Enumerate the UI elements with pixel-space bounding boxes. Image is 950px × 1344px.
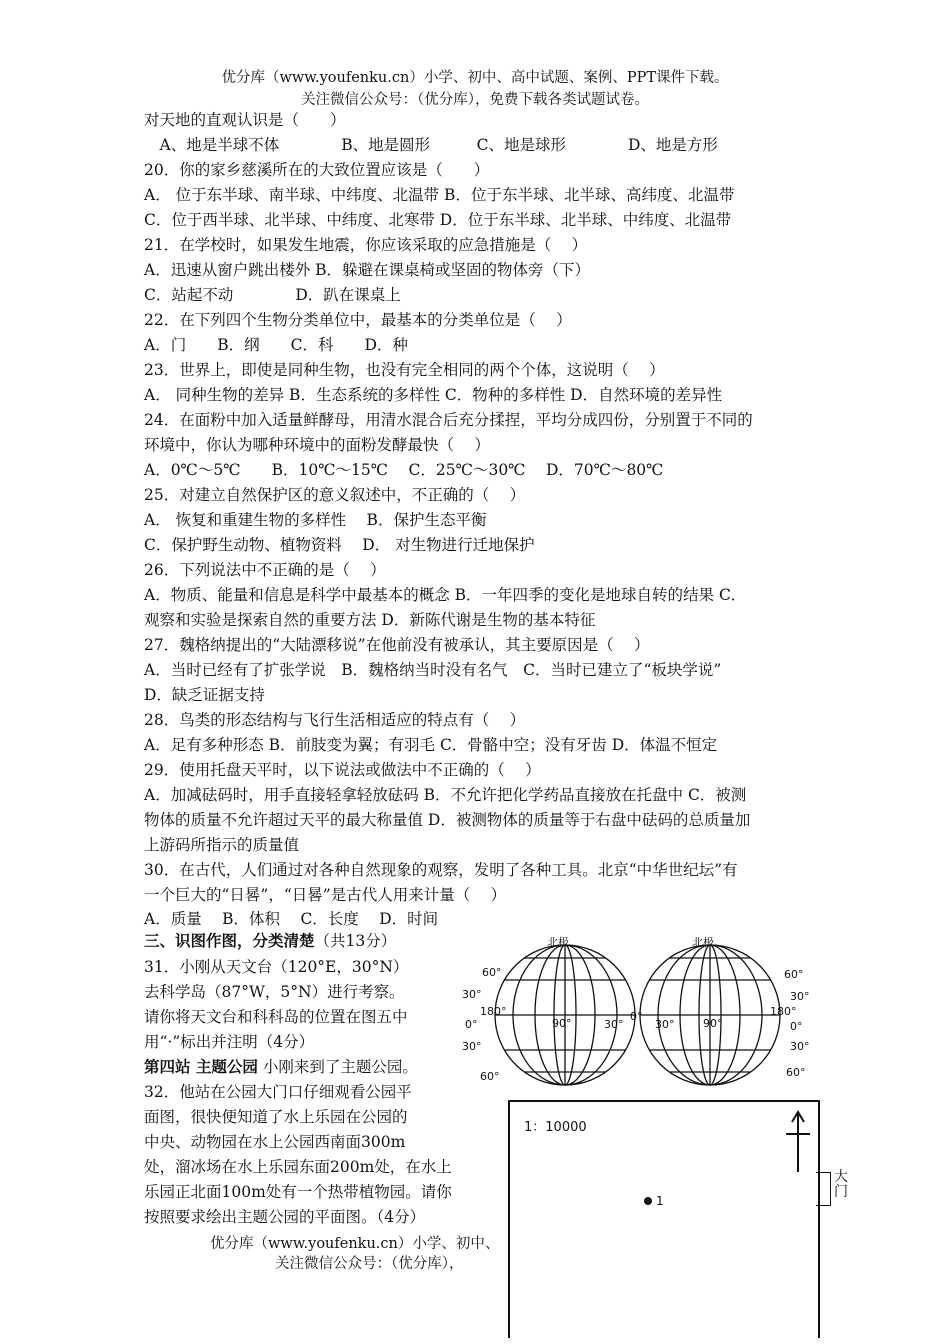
question-line: 23．世界上，即使是同种生物，也没有完全相同的两个个体，这说明（ ）: [144, 361, 665, 379]
question-line: A．0℃～5℃ B．10℃～15℃ C．25℃～30℃ D．70℃～80℃: [144, 461, 664, 479]
q31-line-2: 去科学岛（87°W，5°N）进行考察。: [144, 983, 405, 1001]
north-arrow-icon: [784, 1108, 812, 1174]
question-line: 24．在面粉中加入适量鲜酵母，用清水混合后充分揉捏，平均分成四份，分别置于不同的: [144, 411, 753, 429]
question-line: 26．下列说法中不正确的是（ ）: [144, 561, 386, 579]
question-line: A．门 B．纲 C．科 D．种: [144, 336, 408, 354]
question-line: A． 位于东半球、南半球、中纬度、北温带 B．位于东半球、北半球、高纬度、北温带: [144, 186, 735, 204]
q31-line-3: 请你将天文台和科科岛的位置在图五中: [144, 1008, 408, 1026]
question-line: D．缺乏证据支持: [144, 686, 265, 704]
q32-line-4: 处，溜冰场在水上乐园东面200m处，在水上: [144, 1158, 452, 1176]
q32-line-1: 32．他站在公园大门口仔细观看公园平: [144, 1083, 412, 1101]
question-line: 30．在古代，人们通过对各种自然现象的观察，发明了各种工具。北京“中华世纪坛”有: [144, 861, 738, 879]
park-gate-label: 大门: [834, 1169, 848, 1200]
lon30-label-left: 30°: [604, 1018, 624, 1031]
water-park-dot: [644, 1197, 652, 1205]
question-line: 一个巨大的“日晷”，“日晷”是古代人用来计量（ ）: [144, 886, 507, 904]
lon0-label-left: 0°: [465, 1018, 478, 1031]
question-line: 观察和实验是探索自然的重要方法 D．新陈代谢是生物的基本特征: [144, 611, 596, 629]
station-4-line: [144, 1055, 418, 1077]
q32-line-2: 面图，很快便知道了水上乐园在公园的: [144, 1108, 408, 1126]
north-pole-label-right: 北极: [692, 936, 714, 949]
question-line: 28．鸟类的形态结构与飞行生活相适应的特点有（ ）: [144, 711, 526, 729]
question-line: 27．魏格纳提出的“大陆漂移说”在他前没有被承认，其主要原因是（ ）: [144, 636, 650, 654]
q31-line-1: 31．小刚从天文台（120°E，30°N）: [144, 958, 409, 976]
question-line: C．位于西半球、北半球、中纬度、北寒带 D．位于东半球、北半球、中纬度、北温带: [144, 211, 732, 229]
lon0-label-right: 0°: [790, 1020, 803, 1033]
lat60-label-nw: 60°: [482, 966, 502, 979]
lat30-label-se: 30°: [790, 1040, 810, 1053]
question-line: 上游码所指示的质量值: [144, 836, 300, 854]
q32-line-5: 乐园正北面100m处有一个热带植物园。请你: [144, 1183, 452, 1201]
lon0-label-center: 0°: [630, 1010, 643, 1023]
section-3-heading: [144, 929, 396, 951]
question-line: 29．使用托盘天平时，以下说法或做法中不正确的（ ）: [144, 761, 541, 779]
question-line: A．物质、能量和信息是科学中最基本的概念 B．一年四季的变化是地球自转的结果 C．: [144, 586, 747, 604]
header-line-1: 优分库（www.youfenku.cn）小学、初中、高中试题、案例、PPT课件下载。: [221, 70, 729, 86]
water-park-marker-label: 1: [656, 1194, 664, 1208]
lon180-label-left: 180°: [480, 1005, 507, 1018]
lat60-label-se: 60°: [786, 1066, 806, 1079]
question-line: 25．对建立自然保护区的意义叙述中，不正确的（ ）: [144, 486, 526, 504]
footer-line-2: 关注微信公众号：（优分库），: [275, 1256, 464, 1272]
question-line: A． 同种生物的差异 B．生态系统的多样性 C．物种的多样性 D．自然环境的差异性: [144, 386, 723, 404]
q32-line-3: 中央、动物园在水上公园西南面300m: [144, 1133, 406, 1151]
station-4-title: 第四站 主题公园: [144, 1057, 258, 1076]
lon90-label-right: 90°: [703, 1017, 723, 1030]
question-line: A．足有多种形态 B．前肢变为翼；有羽毛 C．骨骼中空；没有牙齿 D．体温不恒定: [144, 736, 718, 754]
section-3-score: （共13分）: [314, 932, 397, 950]
lat30-label-sw: 30°: [462, 1040, 482, 1053]
question-line: C．站起不动 D．趴在课桌上: [144, 286, 401, 304]
western-globe: [495, 945, 635, 1085]
q32-line-6: 按照要求绘出主题公园的平面图。（4分）: [144, 1208, 426, 1226]
question-line: 21．在学校时，如果发生地震，你应该采取的应急措施是（ ）: [144, 236, 588, 254]
lat60-label-ne: 60°: [784, 968, 804, 981]
park-map-box[interactable]: [508, 1100, 820, 1338]
q31-line-4: 用“·”标出并注明（4分）: [144, 1033, 315, 1051]
lat30-label-ne: 30°: [790, 990, 810, 1003]
question-line: 环境中，你认为哪种环境中的面粉发酵最快（ ）: [144, 436, 490, 454]
question-line: 22．在下列四个生物分类单位中，最基本的分类单位是（ ）: [144, 311, 572, 329]
map-scale: 1：10000: [524, 1120, 587, 1135]
eastern-globe: [640, 945, 780, 1085]
station-4-text: 小刚来到了主题公园。: [262, 1058, 418, 1076]
north-pole-label-left: 北极: [547, 936, 569, 949]
question-line: 20．你的家乡慈溪所在的大致位置应该是（ ）: [144, 161, 490, 179]
question-line: A．质量 B．体积 C．长度 D．时间: [144, 910, 439, 928]
lat60-label-sw: 60°: [480, 1070, 500, 1083]
question-line: 对天地的直观认识是（ ）: [144, 111, 346, 129]
footer-line-1: 优分库（www.youfenku.cn）小学、初中、: [210, 1236, 500, 1252]
lon30-label-right: 30°: [655, 1018, 675, 1031]
lon90-label-left: 90°: [552, 1017, 572, 1030]
question-line: A．当时已经有了扩张学说 B．魏格纳当时没有名气 C．当时已建立了“板块学说”: [144, 661, 722, 679]
question-line: A、地是半球不体 B、地是圆形 C、地是球形 D、地是方形: [144, 136, 718, 154]
header-line-2: 关注微信公众号：（优分库），免费下载各类试题试卷。: [301, 92, 649, 108]
lat30-label-nw: 30°: [462, 988, 482, 1001]
question-line: C．保护野生动物、植物资料 D． 对生物进行迁地保护: [144, 536, 535, 554]
question-line: A．迅速从窗户跳出楼外 B．躲避在课桌椅或坚固的物体旁（下）: [144, 261, 591, 279]
park-gate: [816, 1172, 831, 1206]
lon180-label-right: 180°: [770, 1005, 797, 1018]
section-3-title: 三、识图作图，分类清楚: [144, 931, 315, 950]
question-line: A．加减砝码时，用手直接轻拿轻放砝码 B．不允许把化学药品直接放在托盘中 C．被测: [144, 786, 747, 804]
question-line: A． 恢复和重建生物的多样性 B．保护生态平衡: [144, 511, 487, 529]
question-line: 物体的质量不允许超过天平的最大称量值 D．被测物体的质量等于右盘中砝码的总质量加: [144, 811, 751, 829]
